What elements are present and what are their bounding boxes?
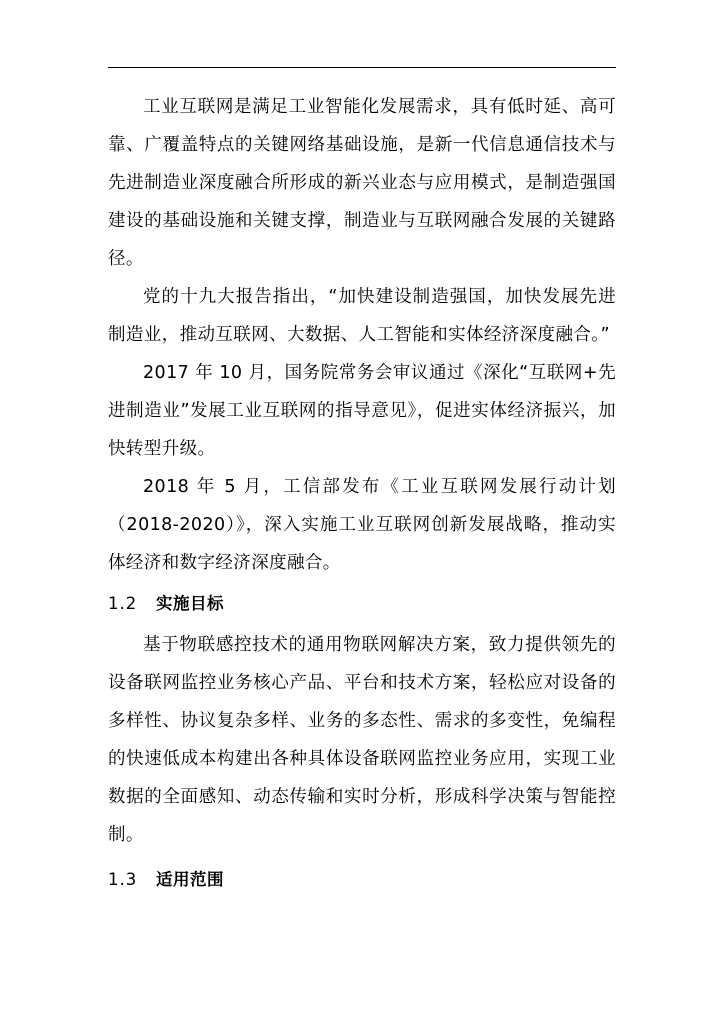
- section-title: 实施目标: [156, 594, 224, 613]
- section-number: 1.3: [108, 870, 138, 889]
- paragraph-2017-guideline: 2017 年 10 月，国务院常务会审议通过《深化“互联网+先进制造业”发展工业互联网的指导意见》，促进实体经济振兴，加快转型升级。: [108, 363, 616, 459]
- section-number: 1.2: [108, 594, 138, 613]
- header-rule: [108, 67, 616, 68]
- body-text: [108, 88, 616, 902]
- paragraph-19th-congress-quote: 党的十九大报告指出，“加快建设制造强国，加快发展先进制造业，推动互联网、大数据、人工智能和实体经济深度融合。”: [108, 287, 616, 345]
- section-heading-1-2: [108, 582, 616, 626]
- section-heading-1-3: [108, 858, 616, 902]
- section-title: 适用范围: [156, 870, 224, 889]
- paragraph-2018-action-plan: 2018 年 5 月，工信部发布《工业互联网发展行动计划（2018-2020）》，深入实施工业互联网创新发展战略，推动实体经济和数字经济深度融合。: [108, 477, 616, 573]
- paragraph-implementation-goal: 基于物联感控技术的通用物联网解决方案，致力提供领先的设备联网监控业务核心产品、平台和技术方案，轻松应对设备的多样性、协议复杂多样、业务的多态性、需求的多变性，免编程的快速低成本构建出各种具体设备联网监控业务应用，实现工业数据的全面感知、动态传输和实时分析，形成科学决策与智能控制。: [108, 635, 616, 845]
- paragraph-industrial-internet-intro: 工业互联网是满足工业智能化发展需求，具有低时延、高可靠、广覆盖特点的关键网络基础设施，是新一代信息通信技术与先进制造业深度融合所形成的新兴业态与应用模式，是制造强国建设的基础设施和关键支撑，制造业与互联网融合发展的关键路径。: [108, 97, 616, 269]
